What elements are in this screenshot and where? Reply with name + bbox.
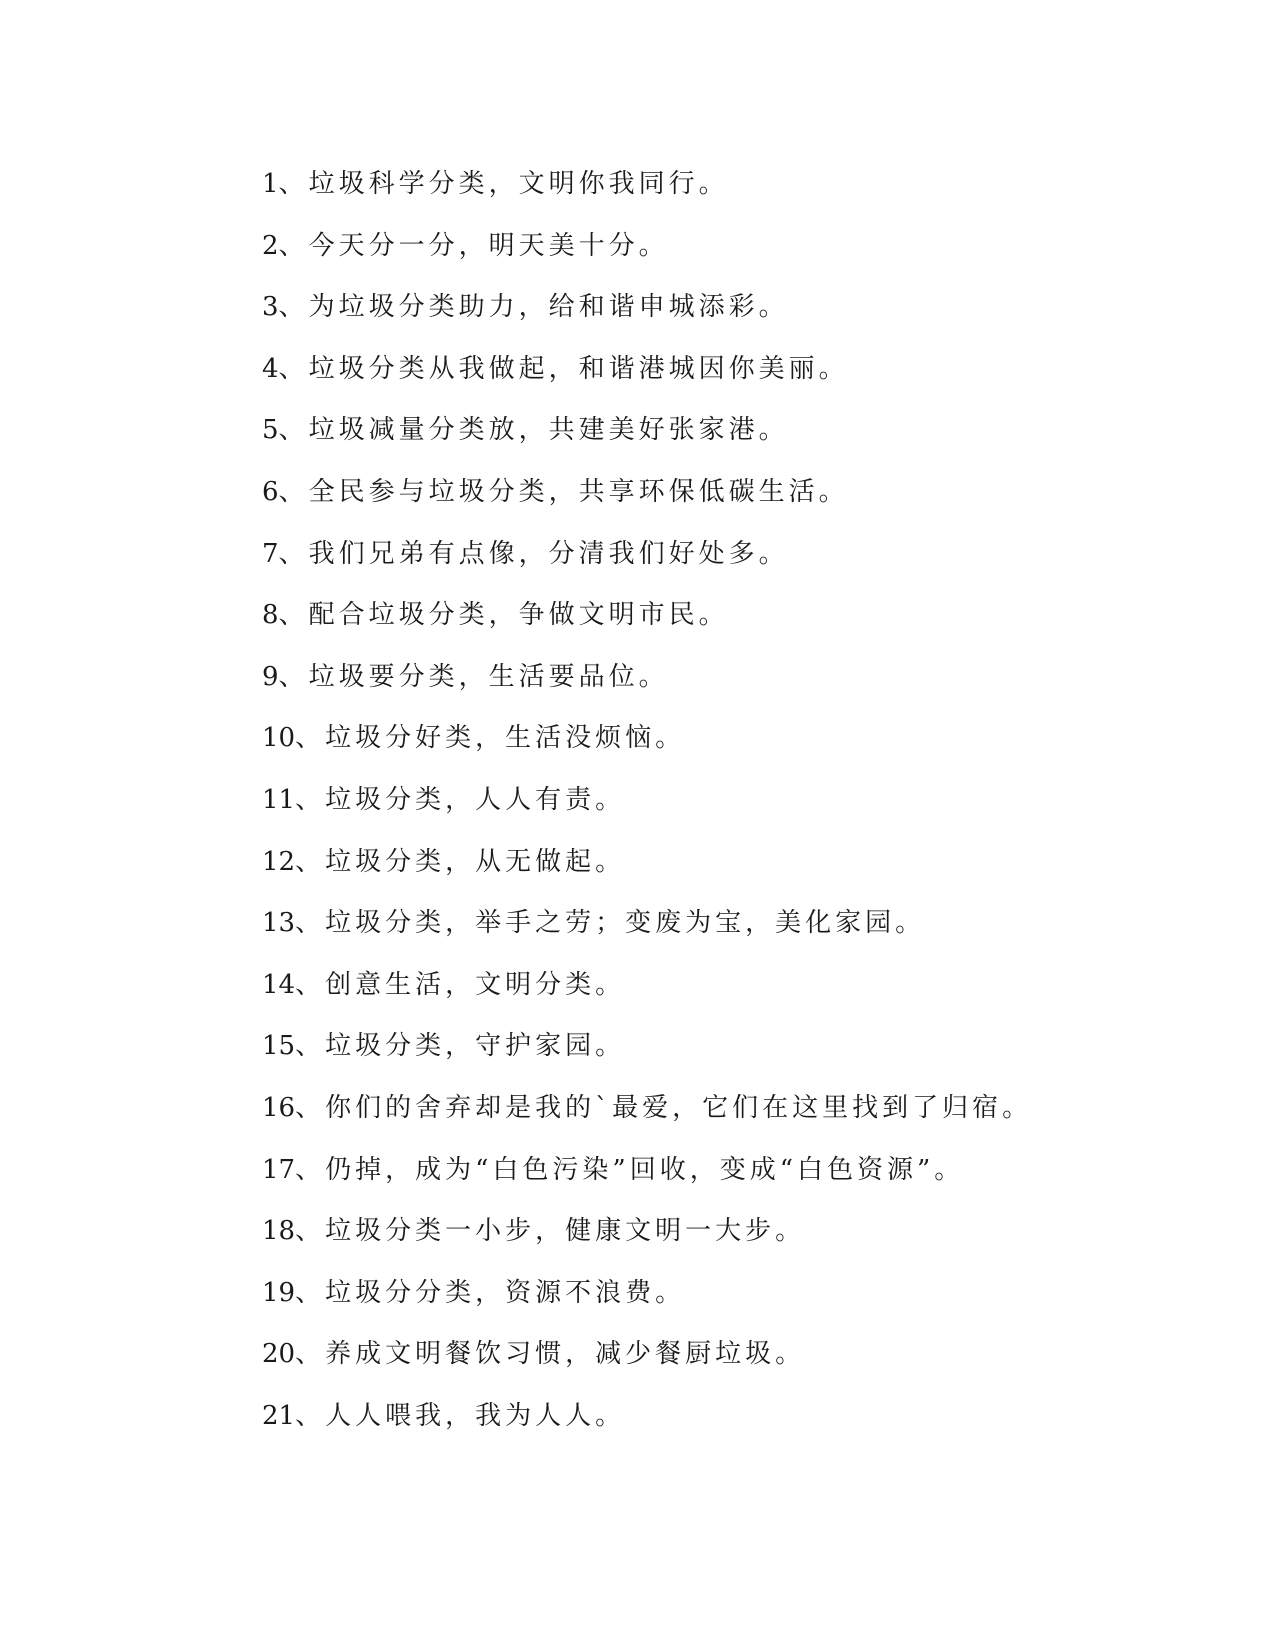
slogan-item bbox=[262, 782, 1032, 844]
slogan-number: 9 bbox=[262, 661, 279, 692]
slogan-number: 2 bbox=[262, 230, 279, 261]
slogan-item bbox=[262, 1275, 1032, 1337]
slogan-text: 仍掉，成为“白色污染”回收，变成“白色资源”。 bbox=[325, 1154, 965, 1185]
slogan-text: 创意生活，文明分类。 bbox=[325, 969, 626, 1000]
slogan-number: 17 bbox=[262, 1154, 296, 1185]
slogan-number: 15 bbox=[262, 1031, 296, 1062]
slogan-separator: 、 bbox=[295, 846, 326, 877]
slogan-text: 你们的舍弃却是我的`最爱，它们在这里找到了归宿。 bbox=[325, 1092, 1033, 1123]
slogan-separator: 、 bbox=[278, 415, 309, 446]
slogan-number: 3 bbox=[262, 292, 279, 323]
slogan-separator: 、 bbox=[295, 784, 326, 815]
slogan-text: 垃圾分类一小步，健康文明一大步。 bbox=[325, 1216, 806, 1247]
slogan-text: 人人喂我，我为人人。 bbox=[325, 1400, 626, 1431]
slogan-number: 10 bbox=[262, 723, 296, 754]
slogan-text: 垃圾分类，人人有责。 bbox=[325, 784, 626, 815]
slogan-item bbox=[262, 1213, 1032, 1275]
slogan-text: 配合垃圾分类，争做文明市民。 bbox=[308, 600, 729, 631]
slogan-separator: 、 bbox=[295, 1216, 326, 1247]
slogan-separator: 、 bbox=[295, 1339, 326, 1370]
slogan-text: 垃圾要分类，生活要品位。 bbox=[308, 661, 669, 692]
slogan-separator: 、 bbox=[295, 908, 326, 939]
slogan-item bbox=[262, 967, 1032, 1029]
slogan-item bbox=[262, 905, 1032, 967]
slogan-item bbox=[262, 844, 1032, 906]
slogan-item bbox=[262, 1152, 1032, 1214]
slogan-text: 垃圾分类，从无做起。 bbox=[325, 846, 626, 877]
slogan-item bbox=[262, 289, 1032, 351]
slogan-item bbox=[262, 412, 1032, 474]
slogan-item bbox=[262, 351, 1032, 413]
slogan-number: 7 bbox=[262, 538, 279, 569]
slogan-text: 我们兄弟有点像，分清我们好处多。 bbox=[308, 538, 789, 569]
slogan-separator: 、 bbox=[278, 600, 309, 631]
slogan-number: 20 bbox=[262, 1339, 296, 1370]
slogan-number: 6 bbox=[262, 476, 279, 507]
slogan-separator: 、 bbox=[278, 476, 309, 507]
slogan-text: 垃圾减量分类放，共建美好张家港。 bbox=[308, 415, 789, 446]
slogan-item bbox=[262, 659, 1032, 721]
slogan-text: 垃圾分分类，资源不浪费。 bbox=[325, 1277, 686, 1308]
slogan-number: 11 bbox=[262, 784, 296, 815]
slogan-separator: 、 bbox=[278, 353, 309, 384]
slogan-number: 1 bbox=[262, 169, 279, 199]
slogan-item bbox=[262, 1028, 1032, 1090]
slogan-number: 19 bbox=[262, 1277, 296, 1308]
slogan-separator: 、 bbox=[295, 1092, 326, 1123]
slogan-item bbox=[262, 536, 1032, 598]
slogan-list bbox=[262, 166, 1032, 1459]
slogan-item bbox=[262, 1090, 1032, 1152]
slogan-separator: 、 bbox=[295, 1154, 326, 1185]
slogan-text: 垃圾科学分类，文明你我同行。 bbox=[308, 169, 729, 199]
slogan-text: 垃圾分好类，生活没烦恼。 bbox=[325, 723, 686, 754]
slogan-text: 垃圾分类，举手之劳；变废为宝，美化家园。 bbox=[325, 908, 926, 939]
slogan-separator: 、 bbox=[295, 1400, 326, 1431]
slogan-number: 8 bbox=[262, 600, 279, 631]
slogan-number: 12 bbox=[262, 846, 296, 877]
slogan-separator: 、 bbox=[278, 292, 309, 323]
slogan-number: 5 bbox=[262, 415, 279, 446]
slogan-separator: 、 bbox=[278, 169, 309, 199]
slogan-number: 14 bbox=[262, 969, 296, 1000]
slogan-item bbox=[262, 474, 1032, 536]
slogan-text: 全民参与垃圾分类，共享环保低碳生活。 bbox=[308, 476, 849, 507]
slogan-item bbox=[262, 1398, 1032, 1460]
slogan-separator: 、 bbox=[295, 969, 326, 1000]
slogan-separator: 、 bbox=[295, 1031, 326, 1062]
slogan-text: 今天分一分，明天美十分。 bbox=[308, 230, 669, 261]
slogan-number: 4 bbox=[262, 353, 279, 384]
slogan-text: 养成文明餐饮习惯，减少餐厨垃圾。 bbox=[325, 1339, 806, 1370]
slogan-text: 垃圾分类从我做起，和谐港城因你美丽。 bbox=[308, 353, 849, 384]
slogan-separator: 、 bbox=[295, 1277, 326, 1308]
slogan-separator: 、 bbox=[278, 661, 309, 692]
slogan-number: 18 bbox=[262, 1216, 296, 1247]
slogan-item bbox=[262, 228, 1032, 290]
slogan-separator: 、 bbox=[278, 230, 309, 261]
slogan-number: 13 bbox=[262, 908, 296, 939]
slogan-item bbox=[262, 720, 1032, 782]
slogan-item bbox=[262, 166, 1032, 228]
slogan-number: 16 bbox=[262, 1092, 296, 1123]
slogan-item bbox=[262, 1336, 1032, 1398]
slogan-number: 21 bbox=[262, 1400, 296, 1431]
slogan-separator: 、 bbox=[295, 723, 326, 754]
slogan-item bbox=[262, 597, 1032, 659]
slogan-separator: 、 bbox=[278, 538, 309, 569]
slogan-text: 垃圾分类，守护家园。 bbox=[325, 1031, 626, 1062]
slogan-text: 为垃圾分类助力，给和谐申城添彩。 bbox=[308, 292, 789, 323]
